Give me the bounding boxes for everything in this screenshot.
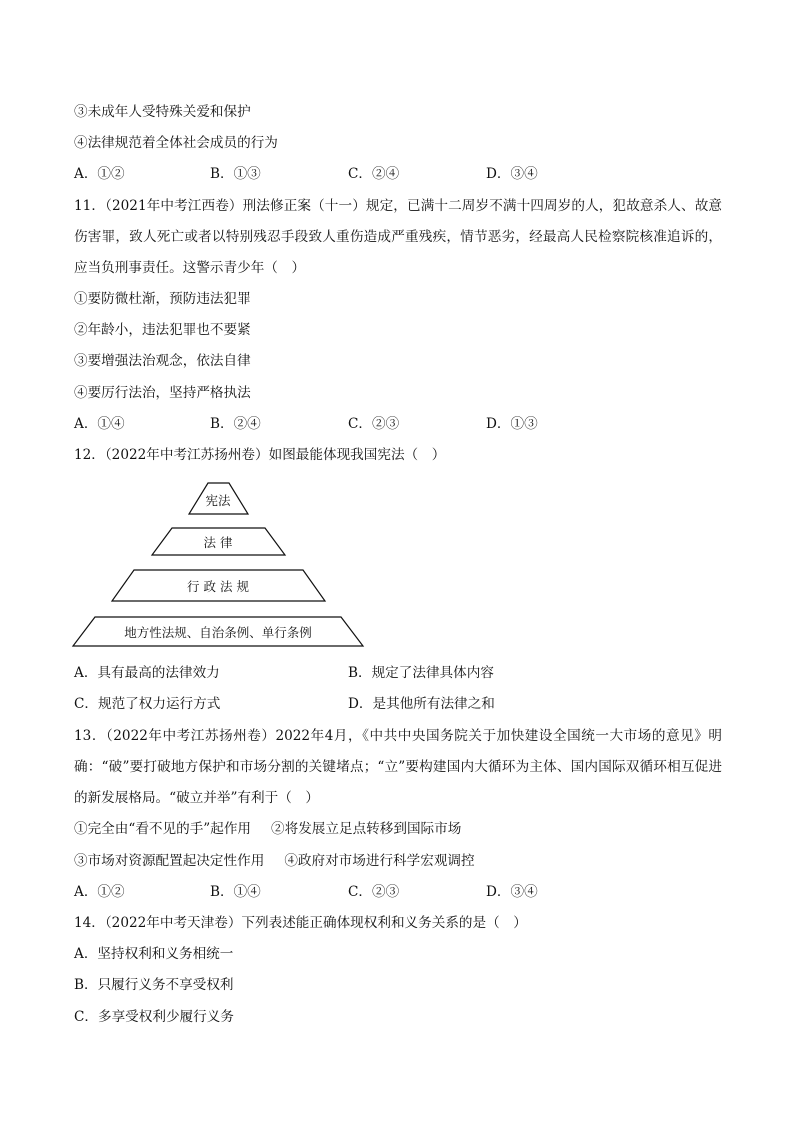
q12-option-d: D．是其他所有法律之和 — [348, 696, 495, 712]
law-hierarchy-pyramid — [70, 480, 370, 652]
q14-option-b: B．只履行义务不享受权利 — [74, 977, 234, 993]
pyramid-label-law: 法 律 — [203, 535, 233, 550]
q10-option-d: D．③④ — [486, 166, 538, 182]
pyramid-label-local-regulations: 地方性法规、自治条例、单行条例 — [124, 625, 312, 640]
q11-option-a: A．①④ — [74, 416, 125, 432]
q12-option-c: C．规范了权力运行方式 — [74, 696, 221, 712]
q12-option-b: B．规定了法律具体内容 — [348, 665, 494, 681]
q10-item-4: ④法律规范着全体社会成员的行为 — [74, 135, 278, 151]
q13-stem: 13．（2022年中考江苏扬州卷）2022年4月，《中共中央国务院关于加快建设全国统一大市场的意见》明确：“破”要打破地方保护和市场分割的关键堵点；“立”要构建国内大循环为主体、国内国际双循环相互促进的新发展格局。“破立并举”有利于（ ） — [74, 728, 722, 806]
q13-option-a: A．①② — [74, 884, 125, 900]
q11-item-3: ③要增强法治观念，依法自律 — [74, 353, 251, 369]
q11-option-d: D．①③ — [486, 416, 538, 432]
q13-option-c: C．②③ — [348, 884, 400, 900]
q13-option-b: B．①④ — [210, 884, 261, 900]
q11-option-b: B．②④ — [210, 416, 261, 432]
q14-option-a: A．坚持权利和义务相统一 — [74, 946, 234, 962]
q13-option-d: D．③④ — [486, 884, 538, 900]
q10-option-a: A．①② — [74, 166, 125, 182]
q11-option-c: C．②③ — [348, 416, 400, 432]
q11-item-1: ①要防微杜渐，预防违法犯罪 — [74, 291, 251, 307]
q11-stem: 11．（2021年中考江西卷）刑法修正案（十一）规定，已满十二周岁不满十四周岁的人，犯故意杀人、故意伤害罪，致人死亡或者以特别残忍手段致人重伤造成严重残疾，情节恶劣，经最高人民检察院核准追诉的，应当负刑事责任。这警示青少年（ ） — [74, 198, 722, 276]
q13-item-1: ①完全由“看不见的手”起作用 — [74, 821, 252, 837]
q13-item-3: ③市场对资源配置起决定性作用 — [74, 853, 265, 869]
q14-option-c: C．多享受权利少履行义务 — [74, 1009, 234, 1025]
q13-items-row-2 — [74, 851, 475, 871]
q11-item-2: ②年龄小，违法犯罪也不要紧 — [74, 322, 251, 338]
pyramid-label-constitution: 宪法 — [205, 493, 231, 508]
q13-items-row-1 — [74, 819, 461, 839]
q10-item-3: ③未成年人受特殊关爱和保护 — [74, 104, 251, 120]
q12-option-a: A．具有最高的法律效力 — [74, 665, 220, 681]
q11-item-4: ④要厉行法治，坚持严格执法 — [74, 385, 251, 401]
pyramid-label-admin-regulations: 行 政 法 规 — [187, 579, 249, 594]
q10-option-b: B．①③ — [210, 166, 261, 182]
q13-item-4: ④政府对市场进行科学宏观调控 — [284, 853, 475, 869]
q14-stem: 14．（2022年中考天津卷）下列表述能正确体现权利和义务关系的是（ ） — [74, 915, 527, 931]
q13-item-2: ②将发展立足点转移到国际市场 — [271, 821, 462, 837]
q12-stem: 12．（2022年中考江苏扬州卷）如图最能体现我国宪法（ ） — [74, 447, 446, 463]
q10-option-c: C．②④ — [348, 166, 400, 182]
